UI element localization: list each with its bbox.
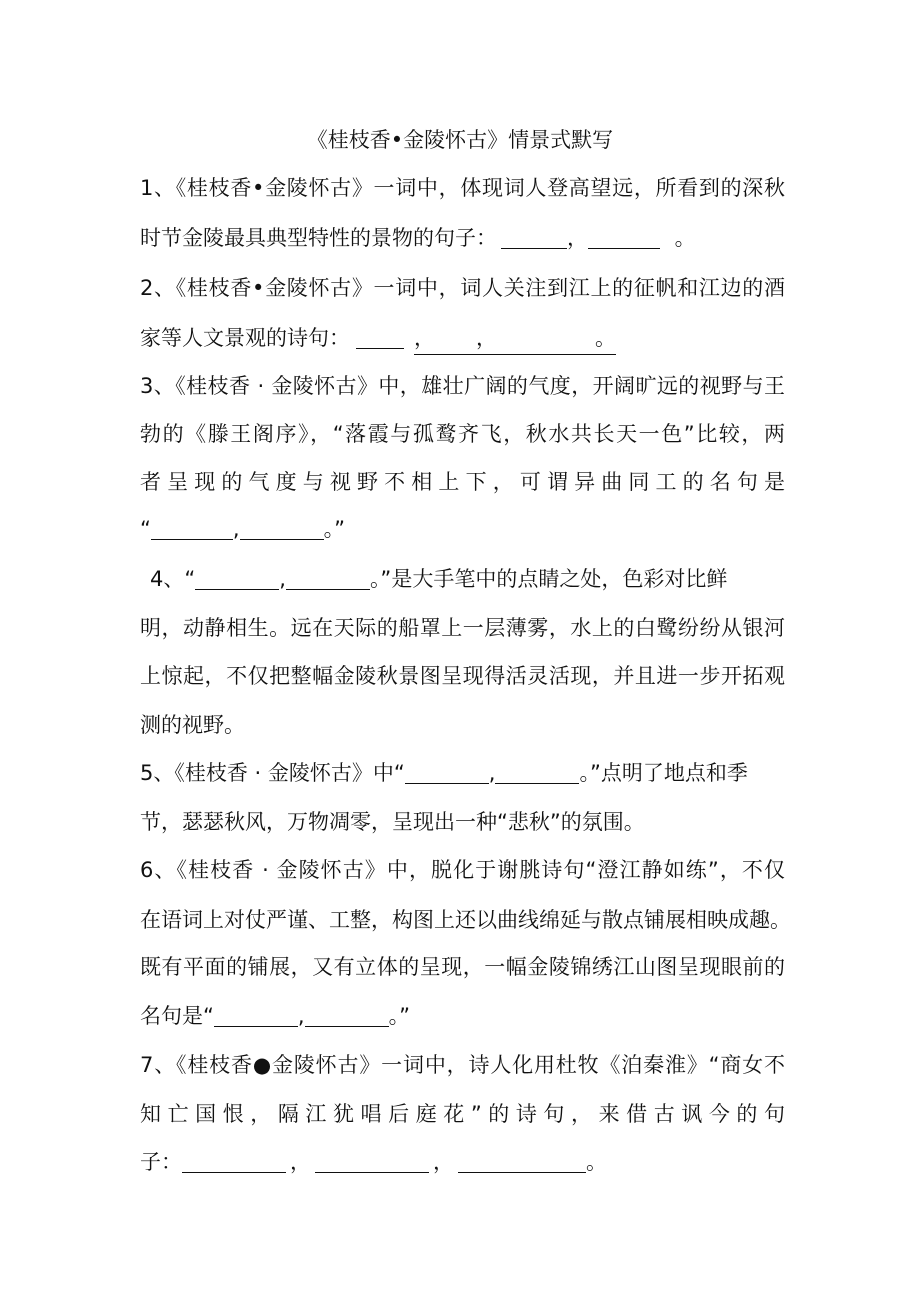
answer-blank[interactable] (501, 226, 567, 249)
q2-comma-1: ， (414, 326, 435, 350)
q2-line-2 (140, 322, 785, 355)
answer-blank[interactable] (405, 761, 489, 784)
q1-end: 。 (668, 226, 696, 250)
q5-comma: , (488, 761, 496, 785)
q2-line-1: 2、《桂枝香•金陵怀古》一词中，词人关注到江上的征帆和江边的酒 (140, 276, 785, 300)
answer-blank[interactable] (315, 1150, 429, 1173)
q3-comma: , (232, 517, 240, 541)
answer-blank[interactable] (554, 322, 616, 355)
q6-text-a: 名句是“ (140, 1004, 214, 1028)
q1-text: 时节金陵最具典型特性的景物的句子： (140, 226, 497, 250)
q5-line-1 (140, 757, 785, 789)
q7-end: 。 (586, 1150, 607, 1174)
q7-line-1: 7、《桂枝香●金陵怀古》一词中，诗人化用杜牧《泊秦淮》“商女不 (140, 1053, 785, 1077)
answer-blank[interactable] (214, 1004, 298, 1027)
q2-comma-2: ， (476, 326, 497, 350)
q2-text: 家等人文景观的诗句： (140, 326, 350, 350)
answer-blank[interactable] (240, 517, 324, 540)
q2-period: 。 (595, 326, 616, 350)
q7-comma-2: ， (433, 1150, 454, 1174)
q6-line-4 (140, 1000, 785, 1032)
answer-blank[interactable] (414, 322, 476, 355)
answer-blank[interactable] (588, 226, 660, 249)
q6-line-2: 在语词上对仗严谨、工整，构图上还以曲线绵延与散点铺展相映成趣。 (140, 908, 791, 932)
q5-text-c: 。”点明了地点和季 (579, 761, 748, 785)
q3-open-quote: “ (140, 517, 151, 541)
q5-text-a: 5、《桂枝香 · 金陵怀古》中“ (140, 761, 405, 785)
q4-line-3: 上惊起，不仅把整幅金陵秋景图呈现得活灵活现，并且进一步开拓观 (140, 664, 785, 688)
q1-line-2 (140, 222, 785, 254)
q6-line-3: 既有平面的铺展，又有立体的呈现，一幅金陵锦绣江山图呈现眼前的 (140, 955, 785, 979)
q7-line-3 (140, 1146, 785, 1178)
answer-blank[interactable] (286, 567, 370, 590)
q4-line-1 (140, 563, 785, 595)
q4-text-a: 4、“ (150, 567, 196, 591)
q4-line-2: 明，动静相生。远在天际的船罩上一层薄雾，水上的白鹭纷纷从银河 (140, 616, 785, 640)
q1-separator: ， (567, 226, 588, 250)
answer-blank[interactable] (151, 517, 233, 540)
q4-comma: , (279, 567, 286, 591)
page-title: 《桂枝香•金陵怀古》情景式默写 (306, 128, 614, 152)
q4-text-c: 。”是大手笔中的点睛之处，色彩对比鲜 (369, 567, 728, 591)
q6-comma: , (297, 1004, 305, 1028)
q5-line-2: 节，瑟瑟秋风，万物凋零，呈现出一种“悲秋”的氛围。 (140, 810, 645, 834)
q7-line-2: 知亡国恨，隔江犹唱后庭花”的诗句，来借古讽今的句 (140, 1102, 785, 1126)
q3-line-3: 者呈现的气度与视野不相上下，可谓异曲同工的名句是 (140, 470, 785, 494)
q1-line-1: 1、《桂枝香•金陵怀古》一词中，体现词人登高望远，所看到的深秋 (140, 176, 785, 200)
answer-blank[interactable] (356, 326, 404, 349)
q7-comma-1: ， (290, 1150, 311, 1174)
answer-blank[interactable] (458, 1150, 586, 1173)
q4-line-4: 测的视野。 (140, 713, 245, 737)
q3-close: 。” (323, 517, 345, 541)
answer-blank[interactable] (195, 567, 279, 590)
q6-line-1: 6、《桂枝香 · 金陵怀古》中，脱化于谢朓诗句“澄江静如练”，不仅 (140, 858, 785, 882)
answer-blank[interactable] (495, 761, 579, 784)
q6-close: 。” (388, 1004, 410, 1028)
q3-line-1: 3、《桂枝香 · 金陵怀古》中，雄壮广阔的气度，开阔旷远的视野与王 (140, 374, 785, 398)
answer-blank[interactable] (305, 1004, 389, 1027)
q7-text-a: 子： (140, 1150, 182, 1174)
answer-blank[interactable] (476, 322, 554, 355)
q3-line-4 (140, 513, 785, 545)
answer-blank[interactable] (182, 1150, 286, 1173)
q3-line-2: 勃的《滕王阁序》，“落霞与孤鹜齐飞，秋水共长天一色”比较，两 (140, 422, 785, 446)
